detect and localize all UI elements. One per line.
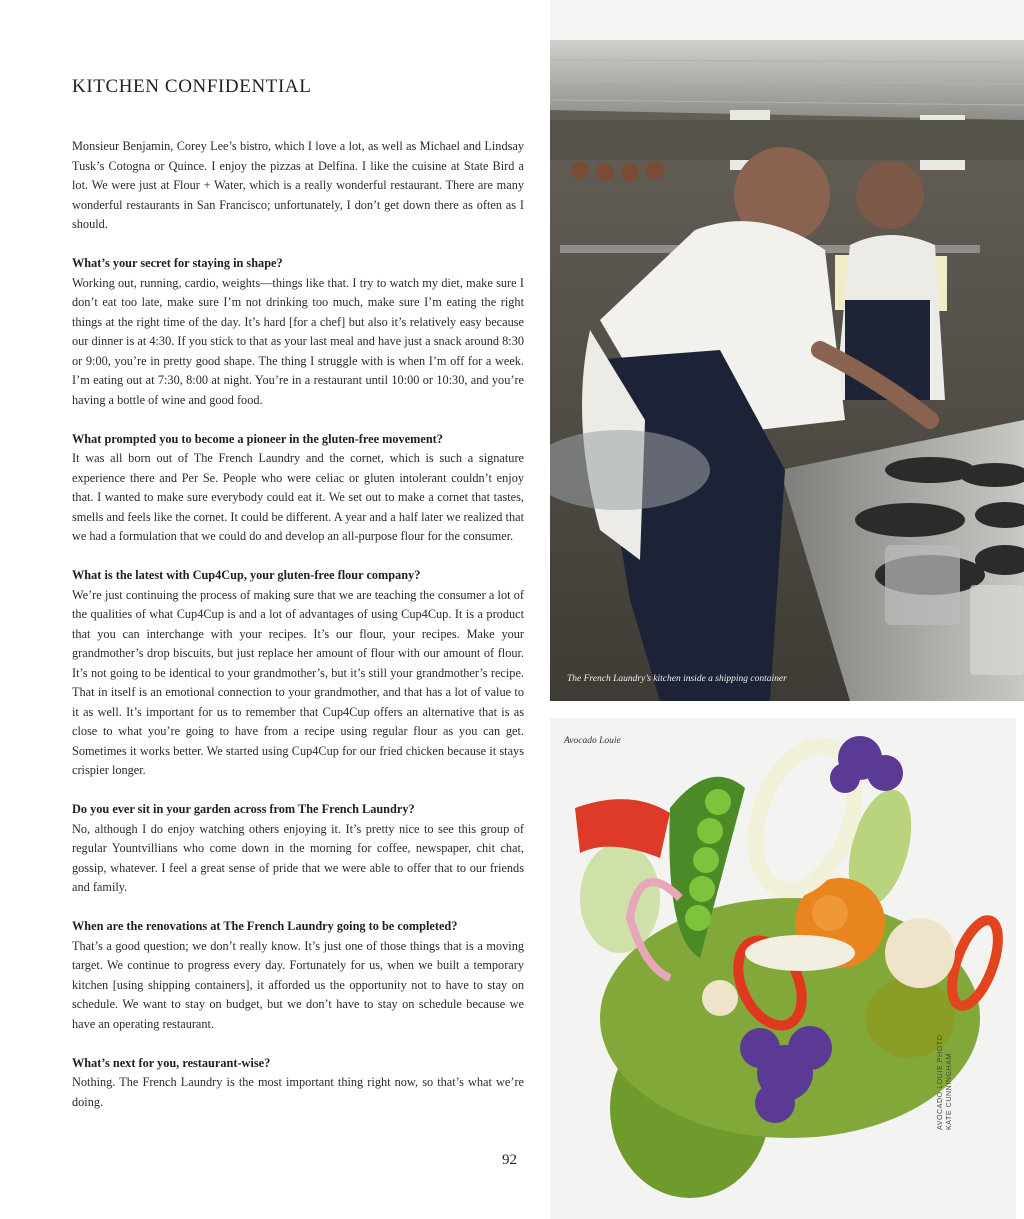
qa-block [72, 254, 524, 410]
kitchen-photo-caption: The French Laundry’s kitchen inside a shipping container [567, 674, 787, 684]
question: What prompted you to become a pioneer in the gluten-free movement? [72, 431, 443, 446]
qa-block [72, 800, 524, 898]
answer: Nothing. The French Laundry is the most important thing right now, so that’s what we’re doing. [72, 1075, 524, 1109]
answer: We’re just continuing the process of making sure that we are teaching the consumer a lot of the qualities of what Cup4Cup is and a lot of advantages of using Cup4Cup. It is a product that you can interchange with your recipes. It’s our flour, your recipes. Make your grandmother’s drop biscuits, but just replace her amount of flour with our amount of flour. It’s not going to be identical to your grandmother’s, but it’s still your grandmother’s recipe. That in itself is an emotional connection to your grandmother, and that has a lot of value to it as well. It’s important for us to remember that Cup4Cup offers an alternative that is as close to what you’re going to have from a recipe using regular flour as you can get. Sometimes it works better. We started using Cup4Cup for our fried chicken because it stays crispier longer. [72, 587, 524, 777]
answer: No, although I do enjoy watching others enjoying it. It’s pretty nice to see this group of regular Yountvillians who come down in the morning for coffee, newspaper, chit chat, gossip, whatever. I feel a great sense of pride that we were able to offer that to our friends and family. [72, 821, 524, 894]
question: What’s your secret for staying in shape? [72, 256, 283, 270]
question: Do you ever sit in your garden across from The French Laundry? [72, 802, 415, 816]
question: When are the renovations at The French Laundry going to be completed? [72, 919, 458, 933]
answer: It was all born out of The French Laundry and the cornet, which is such a signature experience there and Per Se. People who were celiac or gluten intolerant couldn’t enjoy that. I wanted to make sure everybody could eat it. We set out to make a cornet that tastes, smells and feels like the cornet. It could be different. A year and a half later we realized that we had a formulation that we could do and develop an all-purpose flour for the consumer. [72, 451, 524, 543]
kitchen-photo [550, 0, 1024, 701]
question: What is the latest with Cup4Cup, your gluten-free flour company? [72, 568, 421, 582]
answer: That’s a good question; we don’t really know. It’s just one of those things that is a moving target. We continue to progress every day. Fortunately for us, when we built a temporary kitchen [using shipping containers], it afforded us the opportunity not to have to stay on schedule. We want to stay on budget, but we don’t have to stay on schedule because we have an operating restaurant. [72, 938, 524, 1031]
dish-photo [550, 718, 1016, 1219]
qa-block [72, 566, 524, 781]
question: What’s next for you, restaurant-wise? [72, 1055, 271, 1070]
kitchen-photo-illustration [550, 0, 1024, 701]
section-title: KITCHEN CONFIDENTIAL [72, 76, 312, 97]
qa-block [72, 917, 524, 1034]
page-number: 92 [502, 1152, 517, 1168]
dish-photo-illustration [550, 718, 1016, 1219]
photo-credit-line: AVOCADO LOUIE PHOTO [937, 1034, 944, 1130]
article-body [72, 137, 524, 1132]
photo-credit [936, 1034, 954, 1130]
answer: Working out, running, cardio, weights—things like that. I try to watch my diet, make sure I don’t eat too late, make sure I’m not drinking too much, make sure I’m eating the right things at the right time of the day. It’s hard [for a chef] but also it’s relatively easy because our dinner is at 4:30. If you stick to that as your last meal and have just a snack around 8:30 or 9:00, you’re in pretty good shape. The thing I struggle with is when I’m off for a week. I’m eating out at 7:30, 8:00 at night. You’re in a restaurant until 10:00 or 10:30, and you’re having a bottle of wine and good food. [72, 275, 524, 407]
qa-block [72, 1054, 524, 1113]
intro-paragraph: Monsieur Benjamin, Corey Lee’s bistro, which I love a lot, as well as Michael and Lindsay Tusk’s Cotogna or Quince. I enjoy the pizzas at Delfina. I like the cuisine at State Bird a lot. We were just at Flour + Water, which is a really wonderful restaurant. There are many wonderful restaurants in San Francisco; unfortunately, I don’t get down there as often as I should. [72, 139, 524, 231]
dish-photo-caption: Avocado Louie [564, 736, 621, 746]
qa-block [72, 430, 524, 547]
photo-credit-line: KATE CUNNINGHAM [946, 1053, 953, 1130]
